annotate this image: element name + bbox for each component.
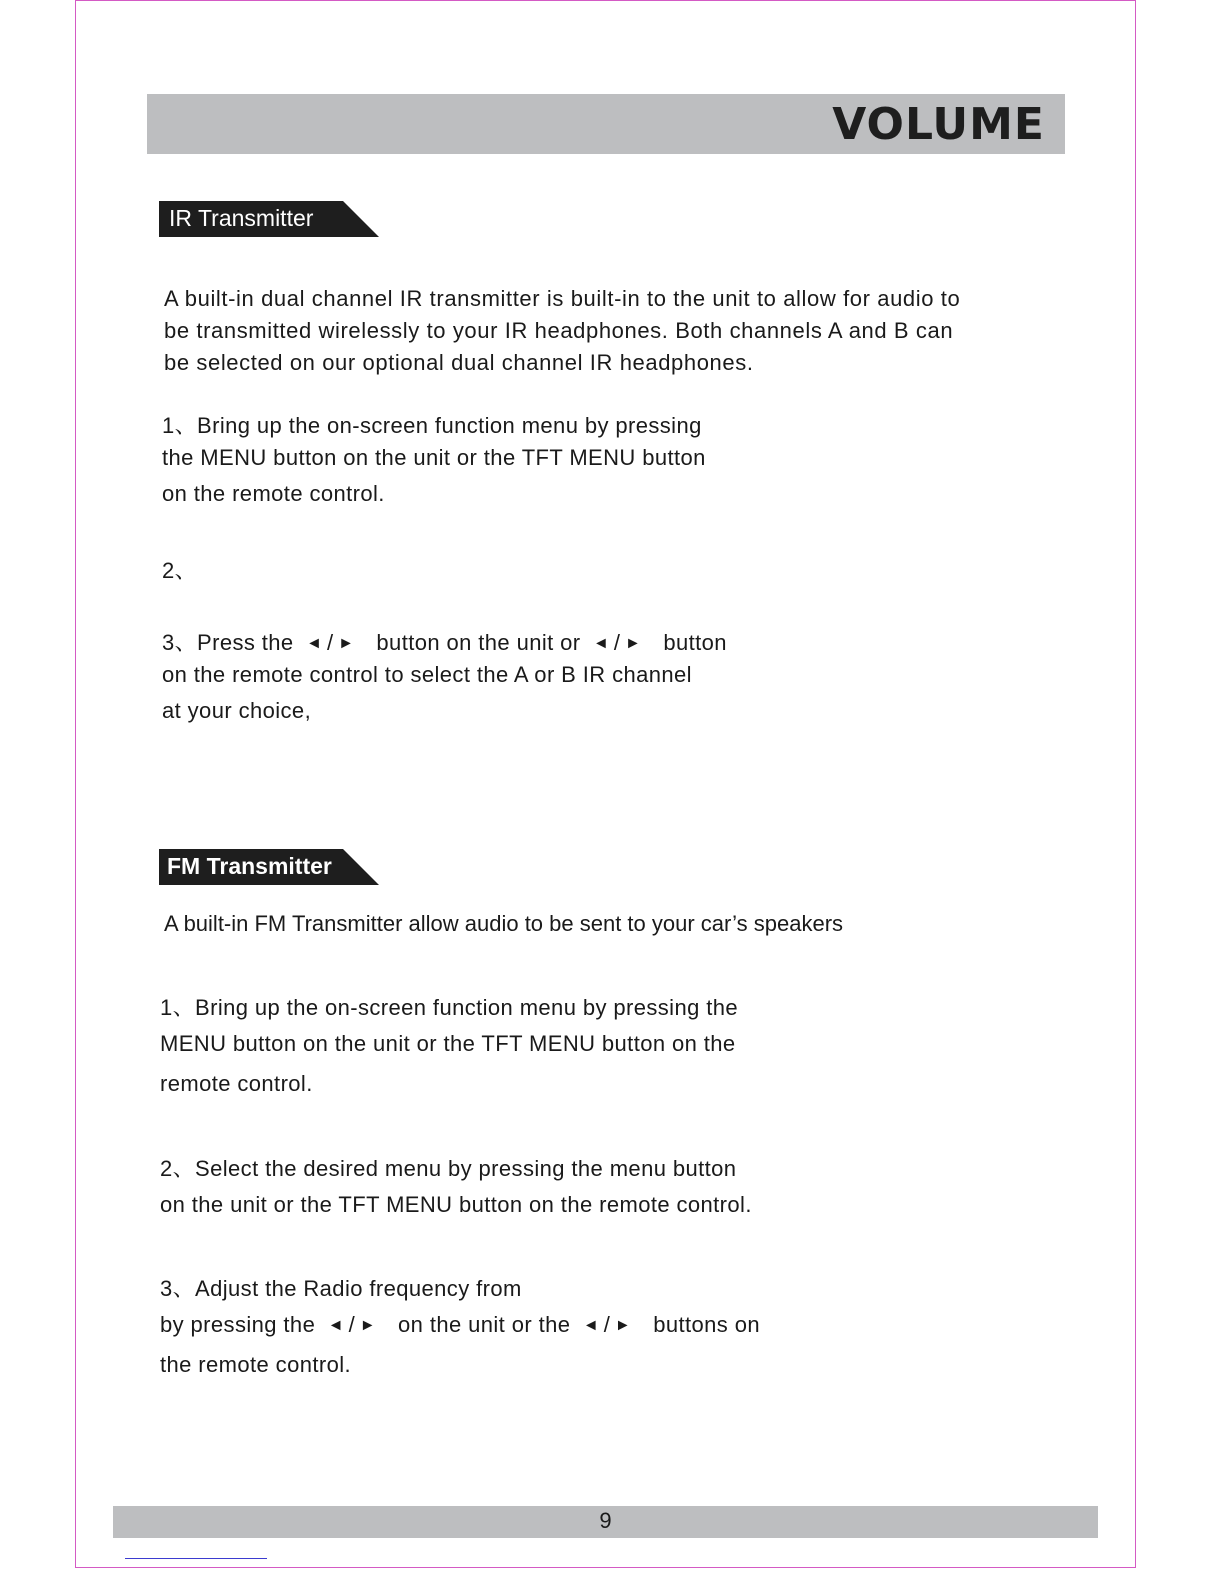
ir-section-title: IR Transmitter	[169, 205, 314, 231]
header-bar	[147, 94, 1065, 154]
slash-glyph: /	[348, 1312, 357, 1337]
fm-step2-line: on the unit or the TFT MENU button on the remote control.	[160, 1192, 752, 1217]
left-arrow-icon: ◄	[327, 1317, 346, 1334]
page-border-bottom	[75, 1567, 1136, 1568]
page-border-right	[1135, 0, 1136, 1568]
ir-intro-line: A built-in dual channel IR transmitter is built-in to the unit to allow for audio to	[164, 286, 961, 311]
ir-intro-line: be selected on our optional dual channel IR headphones.	[164, 350, 754, 375]
ir-step3-middle: button on the unit or	[376, 630, 581, 655]
left-right-arrow-icon	[328, 1312, 378, 1338]
slash-glyph: /	[326, 630, 336, 655]
fm-step3-line	[160, 1312, 760, 1338]
ir-step3-prefix: 3、Press the	[162, 630, 294, 655]
right-arrow-icon: ►	[614, 1317, 633, 1334]
fm-step2-line: 2、Select the desired menu by pressing the menu button	[160, 1156, 737, 1181]
ir-step1-line: the MENU button on the unit or the TFT MENU button	[162, 445, 706, 470]
fm-step1-line: remote control.	[160, 1071, 313, 1096]
fm-step3-suffix: buttons on	[653, 1312, 760, 1337]
left-arrow-icon: ◄	[582, 1317, 601, 1334]
page-border-top	[75, 0, 1136, 1]
slash-glyph: /	[603, 1312, 612, 1337]
ir-step3-suffix: button	[663, 630, 727, 655]
fm-step1-line: MENU button on the unit or the TFT MENU button on the	[160, 1031, 736, 1056]
left-right-arrow-icon	[583, 1312, 633, 1338]
ir-step3-line: at your choice,	[162, 698, 312, 723]
fm-intro: A built-in FM Transmitter allow audio to be sent to your car’s speakers	[164, 911, 844, 936]
left-right-arrow-icon	[593, 630, 643, 656]
ir-step3-line	[162, 626, 727, 657]
ir-step3-line: on the remote control to select the A or B IR channel	[162, 662, 692, 687]
ir-intro-paragraph	[164, 283, 1064, 379]
page-number: 9	[599, 1508, 612, 1533]
ir-step1-line: 1、Bring up the on-screen function menu by pressing	[162, 413, 702, 438]
left-arrow-icon: ◄	[593, 635, 611, 652]
right-arrow-icon: ►	[625, 635, 643, 652]
ir-intro-line: be transmitted wirelessly to your IR headphones. Both channels A and B can	[164, 318, 954, 343]
right-arrow-icon: ►	[338, 635, 356, 652]
fm-step3-line: 3、Adjust the Radio frequency from	[160, 1276, 522, 1301]
fm-section-title: FM Transmitter	[167, 853, 332, 879]
ir-step1-line: on the remote control.	[162, 481, 385, 506]
fm-step1-line: 1、Bring up the on-screen function menu by pressing the	[160, 995, 739, 1020]
page-border-left	[75, 0, 76, 1568]
fm-step3-line: the remote control.	[160, 1352, 352, 1377]
slash-glyph: /	[613, 630, 623, 655]
page-title: VOLUME	[832, 99, 1045, 150]
ir-step2-line: 2、	[162, 558, 198, 583]
footer-bar	[113, 1506, 1098, 1538]
fm-step3-prefix: by pressing the	[160, 1312, 316, 1337]
bottom-underline	[125, 1558, 267, 1559]
left-arrow-icon: ◄	[306, 635, 324, 652]
fm-step3-middle: on the unit or the	[398, 1312, 571, 1337]
right-arrow-icon: ►	[359, 1317, 378, 1334]
left-right-arrow-icon	[306, 630, 356, 656]
